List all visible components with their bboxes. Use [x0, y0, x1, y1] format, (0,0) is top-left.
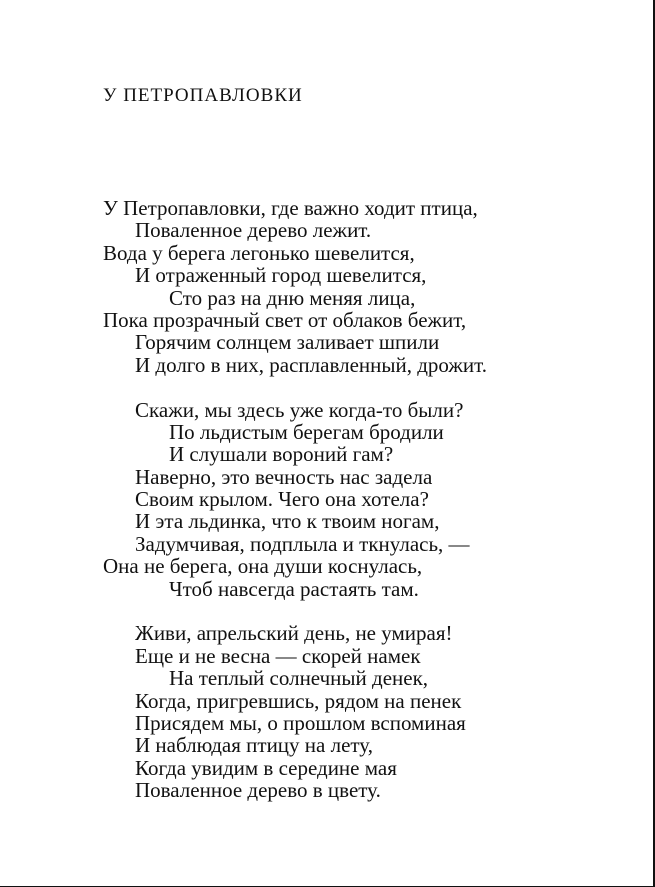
poem-line: Когда увидим в середине мая [135, 755, 397, 780]
poem-line: Присядем мы, о прошлом вспоминая [135, 710, 466, 735]
poem-line: Поваленное дерево в цвету. [135, 778, 381, 803]
poem-line: Чтоб навсегда растаять там. [169, 576, 419, 601]
poem-line: У Петропавловки, где важно ходит птица, [103, 196, 478, 220]
poem-body [103, 197, 648, 802]
poem-line: На теплый солнечный денек, [169, 666, 429, 691]
poem-line: Своим крылом. Чего она хотела? [135, 487, 429, 512]
stanza-gap [103, 376, 648, 398]
poem-line: Пока прозрачный свет от облаков бежит, [103, 307, 467, 332]
poem-line: Задумчивая, подплыла и ткнулась, — [135, 531, 470, 556]
poem-line: Поваленное дерево лежит. [135, 218, 372, 243]
poem-line: И долго в них, расплавленный, дрожит. [135, 352, 487, 377]
poem-line: Сто раз на дню меняя лица, [169, 285, 416, 310]
stanza-gap [103, 600, 648, 622]
poem-line: Вода у берега легонько шевелится, [103, 240, 415, 265]
poem-line: Когда, пригревшись, рядом на пенек [135, 688, 462, 713]
poem-line: И отраженный город шевелится, [135, 263, 427, 288]
poem-title: У ПЕТРОПАВЛОВКИ [103, 85, 303, 106]
poem-line: Она не берега, она души коснулась, [103, 554, 423, 579]
poem-line: По льдистым берегам бродили [169, 419, 444, 444]
poem-line: Скажи, мы здесь уже когда-то были? [135, 397, 464, 422]
poem-line: Живи, апрельский день, не умирая! [135, 621, 453, 646]
poem-line: И эта льдинка, что к твоим ногам, [135, 509, 440, 534]
poem-line: Еще и не весна — скорей намек [135, 643, 421, 668]
poem-line: Горячим солнцем заливает шпили [135, 330, 440, 355]
poem-line: Наверно, это вечность нас задела [135, 464, 433, 489]
poem-line: И слушали вороний гам? [169, 442, 394, 467]
poem-line: И наблюдая птицу на лету, [135, 733, 373, 758]
